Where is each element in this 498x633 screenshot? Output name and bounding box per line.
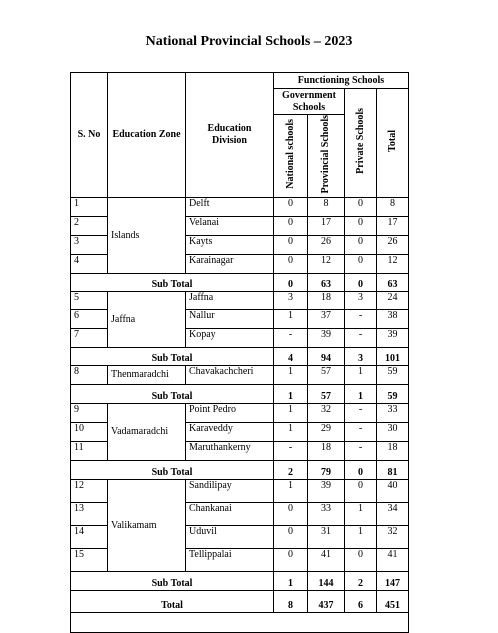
row-total: 38: [377, 310, 409, 329]
row-private: 1: [345, 366, 377, 385]
subtotal-row: [71, 385, 409, 404]
row-provincial: 26: [308, 236, 345, 255]
subtotal-private: 2: [345, 572, 377, 591]
grand-total-provincial: 437: [308, 591, 345, 613]
subtotal-row: [71, 572, 409, 591]
row-national: 1: [274, 423, 308, 442]
row-private: 1: [345, 503, 377, 526]
row-national: 0: [274, 549, 308, 572]
row-total: 39: [377, 329, 409, 348]
header-private-cell: [345, 89, 377, 198]
row-sno: 9: [71, 404, 108, 423]
row-total: 24: [377, 292, 409, 310]
row-private: 0: [345, 480, 377, 503]
trailing-cell: [71, 613, 409, 633]
subtotal-provincial: 144: [308, 572, 345, 591]
row-total: 32: [377, 526, 409, 549]
row-division: Kayts: [186, 236, 274, 255]
subtotal-national: 4: [274, 348, 308, 366]
subtotal-row: [71, 348, 409, 366]
row-provincial: 29: [308, 423, 345, 442]
row-private: 0: [345, 198, 377, 217]
grand-total-total: 451: [377, 591, 409, 613]
row-division: Karainagar: [186, 255, 274, 274]
row-division: Maruthankerny: [186, 442, 274, 461]
row-total: 40: [377, 480, 409, 503]
row-national: 0: [274, 503, 308, 526]
row-national: 1: [274, 480, 308, 503]
subtotal-total: 59: [377, 385, 409, 404]
subtotal-label: Sub Total: [71, 348, 274, 366]
row-national: 3: [274, 292, 308, 310]
row-provincial: 39: [308, 480, 345, 503]
subtotal-label: Sub Total: [71, 385, 274, 404]
row-provincial: 32: [308, 404, 345, 423]
row-sno: 14: [71, 526, 108, 549]
row-division: Jaffna: [186, 292, 274, 310]
row-total: 26: [377, 236, 409, 255]
row-sno: 7: [71, 329, 108, 348]
row-private: 0: [345, 255, 377, 274]
row-provincial: 18: [308, 292, 345, 310]
row-sno: 2: [71, 217, 108, 236]
row-national: 1: [274, 404, 308, 423]
subtotal-provincial: 79: [308, 461, 345, 480]
header-zone: Education Zone: [108, 73, 186, 198]
subtotal-row: [71, 274, 409, 292]
header-provincial-cell: [308, 115, 345, 198]
row-provincial: 41: [308, 549, 345, 572]
subtotal-provincial: 57: [308, 385, 345, 404]
header-national-cell: [274, 115, 308, 198]
row-provincial: 33: [308, 503, 345, 526]
row-total: 30: [377, 423, 409, 442]
subtotal-private: 3: [345, 348, 377, 366]
row-private: -: [345, 442, 377, 461]
row-total: 33: [377, 404, 409, 423]
subtotal-label: Sub Total: [71, 461, 274, 480]
row-total: 12: [377, 255, 409, 274]
row-provincial: 12: [308, 255, 345, 274]
subtotal-total: 101: [377, 348, 409, 366]
row-sno: 15: [71, 549, 108, 572]
table-row: [71, 404, 409, 423]
header-government: Government Schools: [274, 89, 345, 115]
subtotal-total: 147: [377, 572, 409, 591]
row-national: 1: [274, 366, 308, 385]
subtotal-national: 1: [274, 385, 308, 404]
row-division: Velanai: [186, 217, 274, 236]
row-private: 0: [345, 549, 377, 572]
row-division: Point Pedro: [186, 404, 274, 423]
row-total: 59: [377, 366, 409, 385]
subtotal-national: 1: [274, 572, 308, 591]
row-private: -: [345, 310, 377, 329]
row-sno: 3: [71, 236, 108, 255]
grand-total-national: 8: [274, 591, 308, 613]
row-sno: 13: [71, 503, 108, 526]
row-provincial: 37: [308, 310, 345, 329]
row-national: 0: [274, 236, 308, 255]
row-division: Sandilipay: [186, 480, 274, 503]
row-division: Karaveddy: [186, 423, 274, 442]
header-total-cell: [377, 89, 409, 198]
grand-total-label: Total: [71, 591, 274, 613]
grand-total-private: 6: [345, 591, 377, 613]
subtotal-national: 2: [274, 461, 308, 480]
row-private: 0: [345, 236, 377, 255]
row-sno: 6: [71, 310, 108, 329]
subtotal-label: Sub Total: [71, 274, 274, 292]
row-national: 0: [274, 198, 308, 217]
row-provincial: 17: [308, 217, 345, 236]
subtotal-total: 63: [377, 274, 409, 292]
table-row: [71, 366, 409, 385]
subtotal-provincial: 94: [308, 348, 345, 366]
trailing-row: [71, 613, 409, 633]
row-national: -: [274, 442, 308, 461]
row-sno: 8: [71, 366, 108, 385]
row-sno: 12: [71, 480, 108, 503]
row-zone: Vadamaradchi: [108, 404, 186, 461]
row-sno: 1: [71, 198, 108, 217]
row-provincial: 18: [308, 442, 345, 461]
row-national: 0: [274, 217, 308, 236]
table-row: [71, 198, 409, 217]
table-header: [71, 73, 409, 198]
header-total: Total: [386, 130, 398, 153]
subtotal-private: 0: [345, 274, 377, 292]
row-division: Kopay: [186, 329, 274, 348]
header-division: Education Division: [186, 73, 274, 198]
document-title: National Provincial Schools – 2023: [145, 34, 353, 49]
row-private: -: [345, 404, 377, 423]
row-national: 0: [274, 255, 308, 274]
row-national: 0: [274, 526, 308, 549]
header-national: National schools: [284, 119, 296, 190]
header-private: Private Schools: [354, 108, 366, 175]
row-division: Uduvil: [186, 526, 274, 549]
subtotal-private: 0: [345, 461, 377, 480]
subtotal-total: 81: [377, 461, 409, 480]
subtotal-label: Sub Total: [71, 572, 274, 591]
header-provincial: Provincial Schools: [320, 115, 331, 194]
subtotal-provincial: 63: [308, 274, 345, 292]
row-provincial: 8: [308, 198, 345, 217]
row-provincial: 31: [308, 526, 345, 549]
row-total: 18: [377, 442, 409, 461]
table-row: [71, 480, 409, 503]
row-national: -: [274, 329, 308, 348]
row-division: Chankanai: [186, 503, 274, 526]
row-division: Delft: [186, 198, 274, 217]
row-division: Tellippalai: [186, 549, 274, 572]
row-provincial: 57: [308, 366, 345, 385]
row-private: 0: [345, 217, 377, 236]
row-division: Nallur: [186, 310, 274, 329]
row-zone: Thenmaradchi: [108, 366, 186, 385]
table-body: [71, 198, 409, 633]
row-zone: Islands: [108, 198, 186, 274]
header-sno: S. No: [71, 73, 108, 198]
row-zone: Jaffna: [108, 292, 186, 348]
subtotal-private: 1: [345, 385, 377, 404]
row-national: 1: [274, 310, 308, 329]
row-private: -: [345, 329, 377, 348]
row-total: 41: [377, 549, 409, 572]
row-provincial: 39: [308, 329, 345, 348]
row-sno: 5: [71, 292, 108, 310]
subtotal-national: 0: [274, 274, 308, 292]
row-total: 17: [377, 217, 409, 236]
row-division: Chavakachcheri: [186, 366, 274, 385]
table-row: [71, 292, 409, 310]
schools-table: [70, 72, 409, 633]
row-private: 3: [345, 292, 377, 310]
row-sno: 10: [71, 423, 108, 442]
row-total: 8: [377, 198, 409, 217]
row-sno: 11: [71, 442, 108, 461]
row-private: 1: [345, 526, 377, 549]
header-functioning: Functioning Schools: [274, 73, 409, 89]
row-total: 34: [377, 503, 409, 526]
grand-total-row: [71, 591, 409, 613]
row-zone: Valikamam: [108, 480, 186, 572]
subtotal-row: [71, 461, 409, 480]
row-private: -: [345, 423, 377, 442]
row-sno: 4: [71, 255, 108, 274]
